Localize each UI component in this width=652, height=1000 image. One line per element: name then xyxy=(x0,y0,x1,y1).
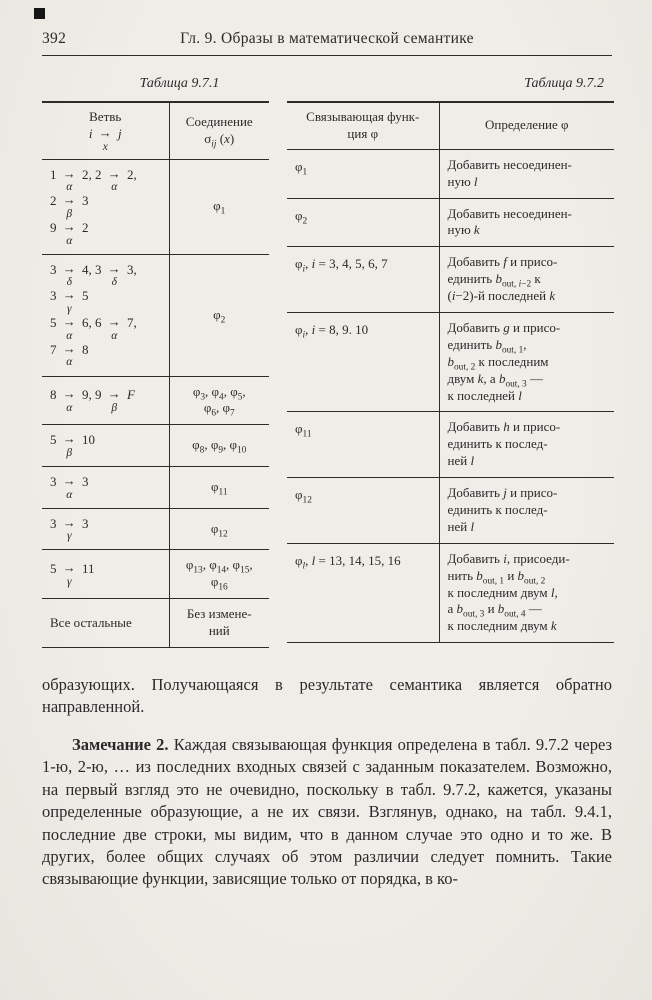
cell-col2: Добавить несоединен- ную k xyxy=(439,198,614,247)
branch-arrow-α: → α xyxy=(62,340,76,369)
branch-arrow-δ: → δ xyxy=(62,260,76,289)
chapter-title: Гл. 9. Образы в математической семантике xyxy=(180,30,474,47)
table-row xyxy=(42,159,269,254)
cell-col1: $\varphi_{12}$ xyxy=(287,478,439,544)
table-972-col1-header: Связывающая функ- ция φ xyxy=(287,102,439,149)
header-row xyxy=(42,102,269,159)
cell-col2: $\varphi_{12}$ xyxy=(169,508,269,550)
table-972-head xyxy=(287,102,614,149)
table-972 xyxy=(287,101,614,643)
branch-arrow-δ: → δ xyxy=(107,260,121,289)
cell-col1: 3 → γ 3 xyxy=(42,508,169,550)
branch-arrow-β: → β xyxy=(62,431,76,459)
cell-col1: $\varphi_{11}$ xyxy=(287,412,439,478)
table-row xyxy=(287,149,614,198)
cell-col2: Без измене- ний xyxy=(186,606,252,639)
cell-col2: $\varphi_3$, $\varphi_4$, $\varphi_5$, $\varphi_6$, $\varphi_7$ xyxy=(169,376,269,425)
table-row xyxy=(42,376,269,425)
cell-col1: 3 → α 3 xyxy=(42,467,169,509)
table-row xyxy=(42,599,269,648)
table-row xyxy=(42,425,269,467)
cell-col2: Добавить несоединен- ную l xyxy=(439,149,614,198)
page-header xyxy=(42,30,612,56)
paragraph-remark xyxy=(42,734,612,891)
scan-artifact-square xyxy=(34,8,45,19)
header-row xyxy=(287,102,614,149)
cell-col1: 5 → γ 11 xyxy=(42,550,169,599)
branch-arrow-α: → α xyxy=(62,386,76,414)
cell-col2: Добавить g и присо- единить $b_{out, 1}$, $b_{out, 2}$ к последним двум k, а $b_{out, 3}$ — к последней l xyxy=(439,313,614,412)
table-971-col1-header: Ветвь i → x j xyxy=(42,102,169,159)
cell-col1: $\varphi_1$ xyxy=(287,149,439,198)
cell-col2: $\varphi_{11}$ xyxy=(169,467,269,509)
tables-row xyxy=(42,70,612,648)
table-971 xyxy=(42,101,269,648)
remark-text: Каждая связывающая функция определена в табл. 9.7.2 через 1-ю, 2-ю, … из последних входных связей с заданным показателем. Возможно, на первый взгляд это не очевидно, поскольку в табл. 9.7.2, кажется, указаны определенные образующие, а не их связи. Взглянув, однако, на табл. 9.4.1, последние две строки, мы видим, что в данном случае это одно и то же. В других, более общих случаях об этом различии следует помнить. Такие связывающие функции, зависящие только от порядка, в ко- xyxy=(42,734,612,889)
cell-col1: 8 → α 9, 9 → β F xyxy=(42,376,169,425)
branch-arrow-α: → α xyxy=(62,314,76,342)
cell-col2: $\varphi_8$, $\varphi_9$, $\varphi_{10}$ xyxy=(169,425,269,467)
cell-col2: Добавить j и присо- единить к послед- ней l xyxy=(439,478,614,544)
table-row xyxy=(42,254,269,376)
paragraph-continuation: образующих. Получающаяся в результате семантика является обратно направленной. xyxy=(42,674,612,717)
table-row xyxy=(287,543,614,642)
table-972-col2-header: Определение φ xyxy=(439,102,614,149)
cell-col1: 1 → α 2, 2 → α 2, 2 → β 3 9 → α 2 xyxy=(42,159,169,254)
cell-col1: $\varphi_l$, l = 13, 14, 15, 16 xyxy=(287,543,439,642)
branch-arrow-α: → α xyxy=(62,165,76,194)
table-971-head xyxy=(42,102,269,159)
cell-col1: Все остальные xyxy=(42,599,169,648)
cell-col2: Добавить i, присоеди- нить $b_{out, 1}$ и $b_{out, 2}$ к последним двум l, а $b_{out, 3}$ и $b_{out, 4}$ — к последним двум k xyxy=(447,550,570,634)
branch-arrow-β: → β xyxy=(107,386,121,414)
branch-arrow-γ: → γ xyxy=(62,559,76,588)
body-text xyxy=(42,674,612,891)
cell-col2: $\varphi_1$ xyxy=(169,159,269,254)
table-row xyxy=(42,550,269,599)
table-971-block xyxy=(42,70,269,648)
branch-arrow-β: → β xyxy=(62,192,76,220)
branch-arrow-α: → α xyxy=(107,314,121,342)
table-972-body xyxy=(287,149,614,642)
cell-col1: 3 → δ 4, 3 → δ 3, 3 → γ 5 5 → α 6, 6 → α 7, 7 → α 8 xyxy=(42,254,169,376)
table-971-col2-header: Соединение $\sigma_{ij}$ (x) xyxy=(169,102,269,159)
branch-arrow-α: → α xyxy=(107,165,121,194)
table-972-block xyxy=(287,70,614,643)
table-row xyxy=(287,478,614,544)
cell-col2: $\varphi_2$ xyxy=(169,254,269,376)
remark-label: Замечание 2. xyxy=(72,734,169,754)
branch-arrow-α: → α xyxy=(62,219,76,247)
cell-col2: Добавить f и присо- единить $b_{out, i-2}$ к (i−2)-й последней k xyxy=(439,247,614,313)
cell-col2: Добавить h и присо- единить к послед- ней l xyxy=(439,412,614,478)
table-972-caption: Таблица 9.7.2 xyxy=(524,76,604,91)
cell-col2: $\varphi_{13}$, $\varphi_{14}$, $\varphi_{15}$, $\varphi_{16}$ xyxy=(169,550,269,599)
table-row xyxy=(42,467,269,509)
cell-col1: $\varphi_2$ xyxy=(287,198,439,247)
branch-arrow-γ: → γ xyxy=(62,287,76,316)
cell-col1: $\varphi_i$, i = 3, 4, 5, 6, 7 xyxy=(287,247,439,313)
cell-col1: 5 → β 10 xyxy=(42,425,169,467)
branch-arrow-α: → α xyxy=(62,473,76,501)
table-row xyxy=(287,313,614,412)
cell-col1: $\varphi_i$, i = 8, 9. 10 xyxy=(287,313,439,412)
table-row xyxy=(42,508,269,550)
table-971-body xyxy=(42,159,269,647)
page-number: 392 xyxy=(42,30,67,47)
table-row xyxy=(287,198,614,247)
branch-arrow-γ: → γ xyxy=(62,514,76,543)
table-971-caption: Таблица 9.7.1 xyxy=(139,76,220,91)
table-row xyxy=(287,247,614,313)
table-row xyxy=(287,412,614,478)
branch-arrow-x: → x xyxy=(98,124,112,153)
